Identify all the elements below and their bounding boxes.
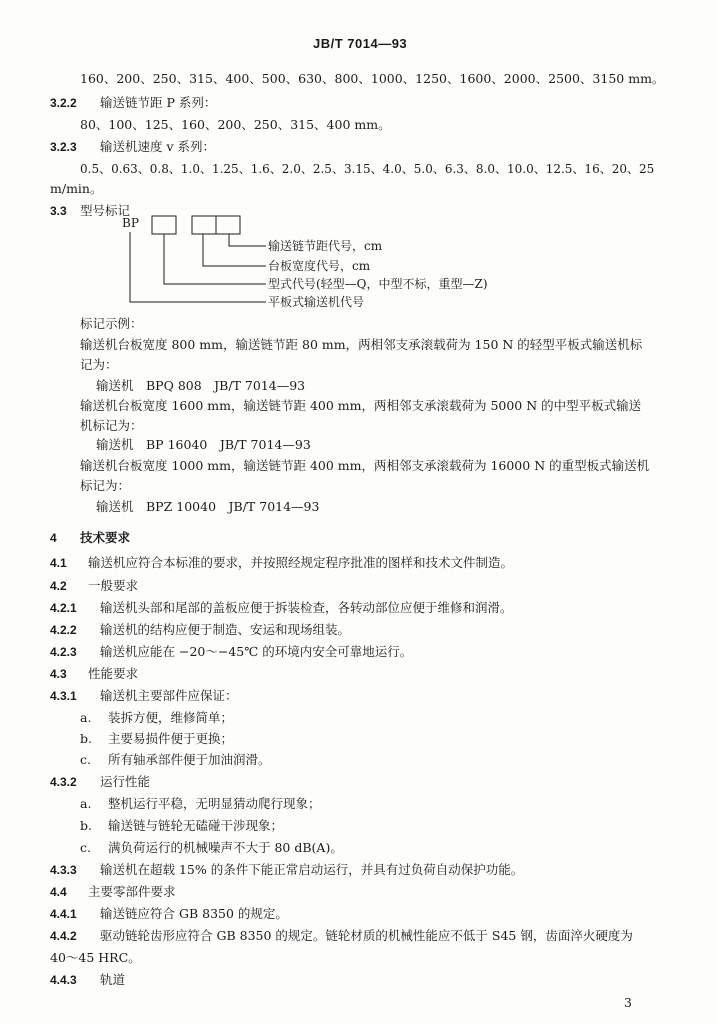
diagram-label-pitch: 输送链节距代号，cm [268,239,383,253]
text-line: m/min。 [50,181,103,196]
text-line: 机标记为： [80,418,143,433]
list-item: 整机运行平稳，无明显猜动爬行现象； [108,796,321,811]
text-line: 输送机头部和尾部的盖板应便于拆装检查，各转动部位应便于维修和润滑。 [100,600,513,615]
text-line: 型号标记 [80,203,131,218]
text-line: 输送机 BPQ 808 JB/T 7014—93 [96,378,306,393]
text-line: 输送机应能在 −20～−45℃ 的环境内安全可靠地运行。 [100,644,413,659]
list-item: 满负荷运行的机械噪声不大于 80 dB(A)。 [108,840,343,855]
leader-width [203,234,266,266]
text-line: 160、200、250、315、400、500、630、800、1000、1250、1600、2000、2500、3150 mm。 [80,71,665,86]
diagram-label-type: 型式代号(轻型—Q，中型不标，重型—Z) [268,277,488,291]
clause-number: 4.2 [50,579,67,593]
text-line: 轨道 [100,972,126,987]
list-marker: b. [80,818,92,833]
list-marker: c. [80,752,91,767]
list-item: 输送链与链轮无磕碰干涉现象； [108,818,284,833]
list-marker: b. [80,731,92,746]
diagram-label-width: 台板宽度代号，cm [268,259,371,273]
list-item: 装拆方便，维修简单； [108,710,234,725]
leader-type [164,234,266,284]
text-line: 输送机在超载 15% 的条件下能正常启动运行，并具有过负荷自动保护功能。 [100,862,524,877]
list-item: 所有轴承部件便于加油润滑。 [108,752,271,767]
width-code-box [192,216,216,234]
text-line: 80、100、125、160、200、250、315、400 mm。 [80,117,391,132]
clause-number: 4.2.3 [50,645,77,659]
diagram-label-name: 平板式输送机代号 [268,295,365,309]
list-marker: c. [80,840,91,855]
clause-number: 4.3.1 [50,689,77,703]
clause-number: 4.4.2 [50,929,77,943]
text-line: 输送机 BP 16040 JB/T 7014—93 [96,437,311,452]
text-line: 性能要求 [88,666,139,681]
text-line: 输送机速度 v 系列： [100,139,216,154]
text-line: 主要零部件要求 [88,884,176,899]
text-line: 运行性能 [100,774,151,789]
type-code-box [152,216,176,234]
clause-number: 3.2.2 [50,96,77,110]
text-line: 40～45 HRC。 [50,950,141,965]
list-marker: a. [80,796,92,811]
clause-number: 4.3 [50,667,67,681]
clause-number: 4.4.1 [50,907,77,921]
clause-number: 4.4 [50,885,67,899]
page-header: JB/T 7014—93 [313,36,408,51]
text-line: 记为： [80,357,118,372]
clause-number: 3.2.3 [50,140,77,154]
clause-number: 4.3.2 [50,775,77,789]
clause-number: 4.4.3 [50,973,77,987]
model-prefix: BP [122,216,139,230]
text-line: 输送机台板宽度 1000 mm，输送链节距 400 mm，两相邻支承滚载荷为 16000 N 的重型板式输送机 [80,458,650,473]
text-line: 输送机应符合本标准的要求，并按照经规定程序批准的图样和技术文件制造。 [88,555,514,570]
clause-number: 3.3 [50,204,67,218]
text-line: 0.5、0.63、0.8、1.0、1.25、1.6、2.0、2.5、3.15、4.0、5.0、6.3、8.0、10.0、12.5、16、20、25 [80,162,655,176]
text-line: 标记为： [80,478,131,493]
leader-name [130,232,266,302]
page-number: 3 [624,995,632,1010]
list-marker: a. [80,710,92,725]
text-line: 输送链应符合 GB 8350 的规定。 [100,906,288,921]
clause-number: 4.3.3 [50,863,77,877]
text-line: 输送机主要部件应保证： [100,688,238,703]
clause-number: 4.2.1 [50,601,77,615]
text-line: 一般要求 [88,578,139,593]
section-number: 4 [50,531,57,545]
pitch-code-box [216,216,240,234]
text-line: 标记示例： [80,316,143,331]
text-line: 输送机 BPZ 10040 JB/T 7014—93 [96,499,320,514]
text-line: 输送机的结构应便于制造、安运和现场组装。 [100,622,351,637]
clause-number: 4.1 [50,556,67,570]
leader-pitch [229,234,266,246]
text-line: 输送链节距 P 系列： [100,95,217,110]
clause-number: 4.2.2 [50,623,77,637]
list-item: 主要易损件便于更换； [108,731,234,746]
text-line: 输送机台板宽度 800 mm，输送链节距 80 mm，两相邻支承滚载荷为 150 N 的轻型平板式输送机标 [80,337,643,352]
text-line: 输送机台板宽度 1600 mm，输送链节距 400 mm，两相邻支承滚载荷为 5000 N 的中型平板式输送 [80,398,642,413]
section-title: 技术要求 [80,530,131,545]
text-line: 驱动链轮齿形应符合 GB 8350 的规定。链轮材质的机械性能应不低于 S45 钢，齿面淬火硬度为 [100,928,633,943]
